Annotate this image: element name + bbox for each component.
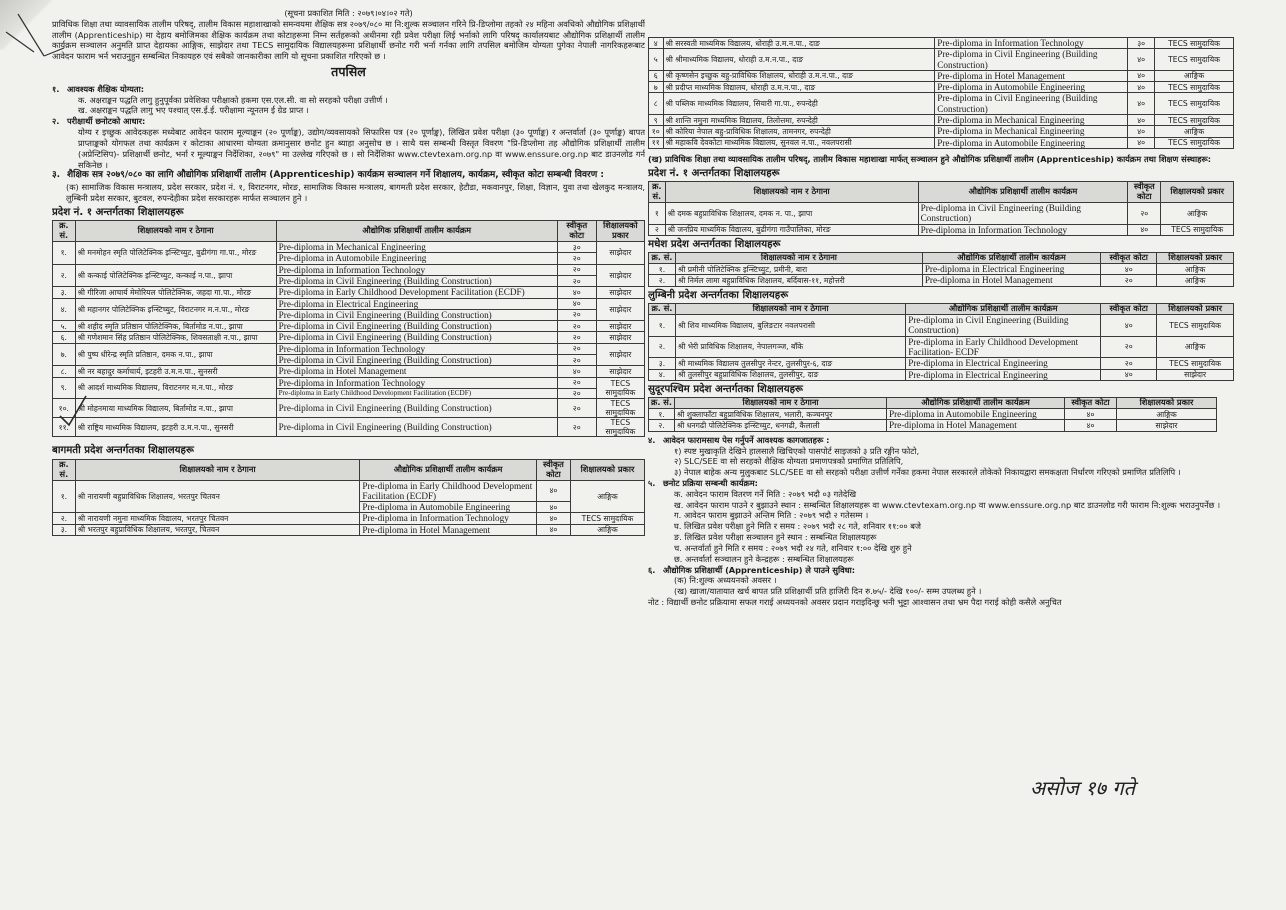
row-school: श्री कृष्णसेन इच्छुक बहु-प्राविधिक शिक्षालय, धोराही उ.म.न.पा., दाङ	[663, 70, 935, 81]
list-item: छ. अन्तर्वार्ता सञ्चालन हुने केन्द्रहरू : सम्बन्धित शिक्षालयहरू	[674, 553, 854, 564]
row-quota: ३०	[1128, 38, 1155, 49]
row-sn: १	[649, 202, 666, 224]
row-program: Pre-diploma in Civil Engineering (Building Construction)	[276, 399, 557, 418]
row-quota: ४०	[536, 480, 570, 502]
table-row	[649, 358, 1234, 369]
row-program: Pre-diploma in Electrical Engineering	[906, 358, 1101, 369]
list-item: (क) नि:शुल्क अध्ययनको अवसर ।	[674, 575, 777, 586]
row-program: Pre-diploma in Civil Engineering (Building Construction)	[276, 355, 557, 366]
pradesh-1-partner-table	[52, 220, 645, 437]
row-school: श्री प्रदीप्त माध्यमिक विद्यालय, धोराही उ.म.न.पा., दाङ	[663, 82, 935, 93]
list-item: ङ. लिखित प्रवेश परीक्षा सञ्चालन हुने स्थान : सम्बन्धित शिक्षालयहरू	[674, 532, 877, 543]
row-school: श्री कन्काई पोलिटेक्निक इन्स्टिच्युट, कन्काई न.पा., झापा	[75, 264, 276, 287]
row-sn: ७.	[53, 343, 76, 366]
col-sn: क्र. सं.	[53, 221, 76, 242]
table-row	[649, 224, 1234, 235]
row-program: Pre-diploma in Early Childhood Development Facilitation (ECDF)	[276, 388, 557, 398]
row-quota: ४०	[1128, 224, 1161, 235]
col-type: शिक्षालयको प्रकार	[1157, 304, 1234, 315]
section-5-list	[648, 489, 1234, 565]
sudurpashchim-heading: सुदूरपश्चिम प्रदेश अन्तर्गतका शिक्षालयहरू	[648, 383, 803, 395]
lumbini-heading: लुम्बिनी प्रदेश अन्तर्गतका शिक्षालयहरू	[648, 289, 789, 301]
row-program: Pre-diploma in Hotel Management	[276, 366, 557, 377]
row-type: साझेदार	[1157, 369, 1234, 380]
row-program: Pre-diploma in Civil Engineering (Building Construction)	[276, 332, 557, 343]
table-row	[649, 82, 1234, 93]
row-sn: ३.	[53, 524, 76, 535]
row-type: TECS सामुदायिक	[1155, 137, 1234, 148]
row-program: Pre-diploma in Hotel Management	[887, 420, 1065, 431]
row-quota: ४०	[1128, 126, 1155, 137]
table-row	[649, 369, 1234, 380]
row-sn: १०.	[53, 399, 76, 418]
row-program: Pre-diploma in Electrical Engineering	[922, 264, 1100, 275]
row-quota: २०	[557, 418, 596, 437]
table-row	[53, 366, 645, 377]
col-program: औद्योगिक प्रशिक्षार्थी तालीम कार्यक्रम	[360, 459, 536, 480]
section-4-number: ४.	[648, 434, 656, 445]
row-school: श्री शान्ति नमुना माध्यमिक विद्यालय, तिलोत्तमा, रुपन्देही	[663, 115, 935, 126]
section-2-body: योग्य र इच्छुक आवेदकहरू मध्येबाट आवेदन फाराम मूल्याङ्कन (२० पूर्णाङ्क), उद्योग/व्यवसायको सिफारिस पत्र (२० पूर्णाङ्क), लिखित प्रवेश परीक्षा (३० पूर्णाङ्क) र अन्तर्वार्ता (३० पूर्णाङ्क) बापत प्राप्ताङ्कको योगफल तथा कार्यक्रम र कोटाका आधारमा योग्यता क्रमानुसार छनोट हुन ब्याहा अनुसोच छ । साथै यस सम्बन्धी विस्तृत विवरण "प्रि-डिप्लोमा तह औद्योगिक प्रशिक्षार्थी तालीम (अप्रेन्टिसिप)- प्रशिक्षार्थी छनोट, भर्ना र मूल्याङ्कन निर्देशिका, २०७९" मा उल्लेख गरिएको छ । सो निर्देशिका www.ctevtexam.org.np वा www.enssure.org.np बाट डाउनलोड गर्न सकिनेछ ।	[78, 127, 645, 170]
row-sn: २	[649, 224, 666, 235]
row-sn: १०	[649, 126, 664, 137]
row-sn: ११	[649, 137, 664, 148]
row-quota: २०	[557, 275, 596, 286]
row-program: Pre-diploma in Early Childhood Development Facilitation (ECDF)	[276, 287, 557, 298]
note-text: नोट : विद्यार्थी छनोट प्रक्रियामा सफल गराई अध्ययनको अवसर प्रदान गराइदिन्छु भनी भुट्टा आश्वासन तथा भ्रम पैदा गराई कोही कसैले अनुचित	[648, 597, 1062, 608]
row-program: Pre-diploma in Information Technology	[276, 264, 557, 275]
col-school: शिक्षालयको नाम र ठेगाना	[665, 182, 918, 203]
row-quota: ४०	[1128, 137, 1155, 148]
col-school: शिक्षालयको नाम र ठेगाना	[75, 221, 276, 242]
madhesh-rows	[649, 264, 1234, 287]
right-column	[648, 0, 1234, 910]
row-program: Pre-diploma in Early Childhood Development Facilitation- ECDF	[906, 336, 1101, 358]
row-type: साझेदार	[596, 321, 644, 332]
row-program: Pre-diploma in Civil Engineering (Building Construction)	[935, 93, 1128, 115]
row-quota: ४०	[536, 513, 570, 524]
table-row	[53, 343, 645, 354]
row-school: श्री भेरी प्राविधिक शिक्षालय, नेपालगञ्ज, बाँके	[675, 336, 905, 358]
row-type: साझेदार	[596, 298, 644, 321]
col-school: शिक्षालयको नाम र ठेगाना	[675, 304, 905, 315]
row-program: Pre-diploma in Civil Engineering (Building Construction)	[918, 202, 1128, 224]
list-item: (ख) खाजा/यातायात खर्च बापत प्रति प्रशिक्षार्थी प्रति हाजिरी दिन रु.७५/- देखि १००/- सम्म उपलब्ध हुने ।	[674, 586, 982, 597]
row-program: Pre-diploma in Information Technology	[276, 377, 557, 388]
row-type: आङ्गिक	[1157, 275, 1234, 286]
table-row	[53, 321, 645, 332]
row-sn: ५.	[53, 321, 76, 332]
row-quota: २०	[557, 355, 596, 366]
row-type: TECS सामुदायिक	[596, 377, 644, 398]
row-school: श्री सरस्वती माध्यमिक विद्यालय, धोराही उ.म.न.पा., दाङ	[663, 38, 935, 49]
row-school: श्री शहीद स्मृति प्रतिष्ठान पोलिटेक्निक, बिर्तामोड न.पा., झापा	[75, 321, 276, 332]
section-1-item-a: क. अक्षराङ्कन पद्धति लागु हुनुपूर्वका प्रवेशिका परीक्षाको हकमा एस.एल.सी. वा सो सरहको परीक्षा उत्तीर्ण ।	[78, 94, 388, 105]
row-type: आङ्गिक	[1157, 264, 1234, 275]
row-school: श्री गणेशमान सिंह प्रतिष्ठान पोलिटेक्निक, शिवसताक्षी न.पा., झापा	[75, 332, 276, 343]
row-program: Pre-diploma in Mechanical Engineering	[935, 126, 1128, 137]
row-type: TECS सामुदायिक	[596, 399, 644, 418]
col-type: शिक्षालयको प्रकार	[570, 459, 644, 480]
notice-date: (सूचना प्रकाशित मिति : २०७९।०४।०२ गते)	[284, 8, 413, 18]
table-row	[649, 336, 1234, 358]
row-quota: ४०	[1065, 409, 1117, 420]
bagmati-table	[52, 459, 645, 536]
row-quota: ४०	[1128, 49, 1155, 71]
row-program: Pre-diploma in Early Childhood Development Facilitation (ECDF)	[360, 480, 536, 502]
section-5-number: ५.	[648, 478, 656, 488]
row-quota: ३०	[557, 242, 596, 253]
row-school: श्री प्रमीनी पोलिटेक्निक इन्स्टिच्युट, प्रमीनी, बारा	[675, 264, 922, 275]
row-school: श्री पुष्प धीरेन्द्र स्मृति प्रतिष्ठान, दमक न.पा., झापा	[75, 343, 276, 366]
table-row	[53, 524, 645, 535]
madhesh-heading: मधेश प्रदेश अन्तर्गतका शिक्षालयहरू	[648, 238, 781, 250]
row-program: Pre-diploma in Mechanical Engineering	[276, 242, 557, 253]
lumbini-continued-table	[648, 37, 1234, 149]
sudurpashchim-rows	[649, 409, 1217, 432]
table-row	[53, 287, 645, 298]
row-school: श्री श्रीमाध्यमिक विद्यालय, धोराही उ.म.न.पा., दाङ	[663, 49, 935, 71]
row-program: Pre-diploma in Information Technology	[360, 513, 536, 524]
row-school: श्री माध्यमिक विद्यालय तुलसीपुर नेन्टर, तुलसीपुर-६, दाङ	[675, 358, 905, 369]
row-school: श्री आदर्श माध्यमिक विद्यालय, विराटनगर म.न.पा., मोरङ	[75, 377, 276, 398]
row-type: TECS सामुदायिक	[1155, 115, 1234, 126]
row-school: श्री धनगढी पोलिटेक्निक इन्स्टिच्युट, धनगढी, कैलाली	[675, 420, 887, 431]
section-6-number: ६.	[648, 564, 656, 575]
row-type: आङ्गिक	[570, 524, 644, 535]
row-quota: ४०	[536, 502, 570, 513]
row-sn: ९.	[53, 377, 76, 398]
table-row	[649, 264, 1234, 275]
row-school: श्री महाकवि देवकोटा माध्यमिक विद्यालय, सुनवल न.पा., नवलपरासी	[663, 137, 935, 148]
col-type: शिक्षालयको प्रकार	[1161, 182, 1234, 203]
row-school: श्री कोरिया नेपाल बहु-प्राविधिक शिक्षालय, तामनगर, रुपन्देही	[663, 126, 935, 137]
section-1-title: आवश्यक शैक्षिक योग्यता:	[67, 83, 144, 94]
row-sn: ३.	[53, 287, 76, 298]
section-3-number: ३.	[52, 170, 61, 181]
madhesh-table	[648, 252, 1234, 286]
row-quota: २०	[557, 253, 596, 264]
section-3-ka: (क) सामाजिक विकास मन्त्रालय, प्रदेश सरकार, प्रदेश नं. १, विराटनगर, मोरङ, सामाजिक विकास मन्त्रालय, बागमती प्रदेश सरकार, हेटौडा, मकवानपुर, शिक्षा, विज्ञान, युवा तथा खेलकुद मन्त्रालय, लुम्बिनी प्रदेश सरकार, बुटवल, रुपन्देहीका प्रदेश सरकारहरू मार्फत सञ्चालन हुने ।	[66, 182, 645, 204]
row-program: Pre-diploma in Mechanical Engineering	[935, 115, 1128, 126]
row-type: साझेदार	[1117, 420, 1217, 431]
row-sn: ८	[649, 93, 664, 115]
pradesh-1-heading: प्रदेश नं. १ अन्तर्गतका शिक्षालयहरू	[52, 206, 184, 218]
table-row	[649, 409, 1217, 420]
col-program: औद्योगिक प्रशिक्षार्थी तालीम कार्यक्रम	[906, 304, 1101, 315]
list-item: क. आवेदन फाराम वितरण गर्ने मिति : २०७९ भदौ ०३ गतेदेखि	[674, 488, 857, 499]
ctevt-pradesh-1-heading: प्रदेश नं. १ अन्तर्गतका शिक्षालयहरू	[648, 167, 780, 179]
list-item: २) SLC/SEE वा सो सरहको शैक्षिक योग्यता प्रमाणपत्रको प्रमाणित प्रतिलिपि,	[674, 456, 904, 467]
row-sn: ११.	[53, 418, 76, 437]
row-school: श्री नारायणी नमुना माध्यमिक विद्यालय, भरतपुर चितवन	[75, 513, 360, 524]
row-type: TECS सामुदायिक	[1155, 49, 1234, 71]
row-sn: ४.	[649, 369, 676, 380]
col-program: औद्योगिक प्रशिक्षार्थी तालीम कार्यक्रम	[887, 398, 1065, 409]
row-quota: ४०	[557, 366, 596, 377]
row-sn: ७	[649, 82, 664, 93]
col-quota: स्वीकृत कोटा	[1065, 398, 1117, 409]
row-quota: ४०	[536, 524, 570, 535]
table-row	[53, 298, 645, 309]
left-column	[52, 0, 645, 910]
lumbini-rows	[649, 315, 1234, 381]
table-row	[53, 332, 645, 343]
col-quota: स्वीकृत कोटा	[1128, 182, 1161, 203]
row-program: Pre-diploma in Automobile Engineering	[887, 409, 1065, 420]
row-program: Pre-diploma in Civil Engineering (Building Construction)	[276, 321, 557, 332]
row-type: TECS सामुदायिक	[596, 418, 644, 437]
row-program: Pre-diploma in Automobile Engineering	[935, 137, 1128, 148]
row-school: श्री गीरिजा आचार्य मेमोरियल पोलिटेक्निक, जहदा गा.पा., मोरङ	[75, 287, 276, 298]
row-school: श्री महानगर पोलिटेक्निक इन्स्टिच्युट, विराटनगर म.न.पा., मोरङ	[75, 298, 276, 321]
section-2-title: परीक्षार्थी छनोटको आधार:	[67, 116, 146, 127]
row-sn: २.	[649, 336, 676, 358]
col-program: औद्योगिक प्रशिक्षार्थी तालीम कार्यक्रम	[276, 221, 557, 242]
row-quota: ४०	[1128, 115, 1155, 126]
table-row	[649, 202, 1234, 224]
row-school: श्री जनप्रिय माध्यमिक विद्यालय, बुढीगंगा गाउँपालिका, मोरङ	[665, 224, 918, 235]
row-sn: ६	[649, 70, 664, 81]
section-1-number: १.	[52, 83, 60, 94]
row-sn: २.	[53, 264, 76, 287]
row-program: Pre-diploma in Hotel Management	[360, 524, 536, 535]
row-type: TECS सामुदायिक	[1155, 82, 1234, 93]
row-program: Pre-diploma in Automobile Engineering	[360, 502, 536, 513]
table-row	[649, 70, 1234, 81]
row-quota: २०	[557, 309, 596, 320]
row-type: साझेदार	[596, 366, 644, 377]
row-quota: २०	[557, 343, 596, 354]
row-sn: २.	[649, 275, 676, 286]
row-program: Pre-diploma in Information Technology	[918, 224, 1128, 235]
row-type: साझेदार	[596, 242, 644, 265]
row-sn: ४	[649, 38, 664, 49]
table-row	[649, 420, 1217, 431]
row-program: Pre-diploma in Civil Engineering (Building Construction)	[935, 49, 1128, 71]
row-school: श्री दमक बहुप्राविधिक शिक्षालय, दमक न. पा., झापा	[665, 202, 918, 224]
row-quota: ४०	[557, 287, 596, 298]
row-sn: ५	[649, 49, 664, 71]
row-school: श्री शिव माध्यमिक विद्यालय, बुलिङटार नवलपरासी	[675, 315, 905, 337]
section-4-list	[648, 446, 1234, 478]
row-program: Pre-diploma in Electrical Engineering	[906, 369, 1101, 380]
col-type: शिक्षालयको प्रकार	[1157, 253, 1234, 264]
section-5-title: छनोट प्रक्रिया सम्बन्धी कार्यक्रम:	[663, 478, 758, 488]
row-school: श्री शुक्लाफाँटा बहुप्राविधिक शिक्षालय, भलारी, कञ्चनपुर	[675, 409, 887, 420]
row-sn: ९	[649, 115, 664, 126]
sudurpashchim-table	[648, 397, 1217, 431]
row-type: TECS सामुदायिक	[570, 513, 644, 524]
row-quota: २०	[1101, 358, 1157, 369]
bagmati-rows	[53, 480, 645, 535]
row-sn: ३.	[649, 358, 676, 369]
row-quota: ४०	[1065, 420, 1117, 431]
row-program: Pre-diploma in Information Technology	[935, 38, 1128, 49]
col-school: शिक्षालयको नाम र ठेगाना	[675, 253, 922, 264]
row-type: TECS सामुदायिक	[1155, 93, 1234, 115]
row-type: साझेदार	[596, 343, 644, 366]
section-3-title: शैक्षिक सत्र २०७९/०८० का लागि औद्योगिक प्रशिक्षार्थी तालीम (Apprenticeship) कार्यक्रम सञ्चालन गर्ने शिक्षालय, कार्यक्रम, स्वीकृत कोटा सम्बन्धी विवरण :	[67, 170, 604, 181]
row-quota: २०	[557, 399, 596, 418]
table-row	[649, 115, 1234, 126]
intro-paragraph: प्राविधिक शिक्षा तथा व्यावसायिक तालीम परिषद्, तालीम विकास महाशाखाको समन्वयमा शैक्षिक सत्र २०७९/०८० मा नि:शुल्क सञ्चालन गरिने प्रि-डिप्लोमा तहको २४ महिना अवधिको औद्योगिक प्रशिक्षार्थी तालीम (Apprenticeship) मा देहाय बमोजिमका शैक्षिक कार्यक्रम तथा कोटाहरूमा निम्न सर्तहरूको अधीनमा रही प्रवेश परीक्षा लिई भर्नाको लागि परिषद् कार्यालयबाट औद्योगिक प्रशिक्षार्थी तालीम कार्यक्रम सञ्चालन अनुमति प्राप्त देहायका आङ्गिक, साझेदार तथा TECS सामुदायिक विद्यालयहरूमा प्रशिक्षार्थी छनोट गरी भर्ना गर्नका लागि तपसिल बमोजिम योग्यता पुगेका नेपाली नागरिकहरूबाट आवेदन फाराम भर्न भराउनुहुन सम्बन्धित निकायहरु एवं सबैको जानकारीका लागि यो सूचना प्रकाशित गरिएको छ ।	[52, 18, 645, 62]
col-sn: क्र. सं.	[649, 398, 675, 409]
row-sn: २.	[649, 420, 675, 431]
row-quota: ४०	[1128, 93, 1155, 115]
row-quota: २०	[557, 332, 596, 343]
row-quota: २०	[1101, 275, 1157, 286]
col-school: शिक्षालयको नाम र ठेगाना	[675, 398, 887, 409]
row-quota: २०	[1101, 336, 1157, 358]
table-row	[649, 137, 1234, 148]
section-4-title: आवेदन फारामसाथ पेस गर्नुपर्ने आवश्यक कागजातहरू :	[663, 434, 830, 445]
col-quota: स्वीकृत कोटा	[557, 221, 596, 242]
section-6-title: औद्योगिक प्रशिक्षार्थी (Apprenticeship) ले पाउने सुविधा:	[663, 564, 856, 575]
row-sn: २.	[53, 513, 76, 524]
row-quota: २०	[557, 377, 596, 388]
col-type: शिक्षालयको प्रकार	[596, 221, 644, 242]
col-school: शिक्षालयको नाम र ठेगाना	[75, 459, 360, 480]
row-type: साझेदार	[596, 287, 644, 298]
row-school: श्री पब्लिक माध्यमिक विद्यालय, सियारी गा.पा., रुपन्देही	[663, 93, 935, 115]
row-school: श्री तुलसीपुर बहुप्राविधिक शिक्षालय, तुलसीपुर, दाङ	[675, 369, 905, 380]
list-item: ग. आवेदन फाराम बुझाउने अन्तिम मिति : २०७९ भदौ २ गतेसम्म ।	[674, 510, 869, 521]
row-type: आङ्गिक	[1155, 70, 1234, 81]
table-row	[649, 38, 1234, 49]
section-3-kha: (ख) प्राविधिक शिक्षा तथा व्यावसायिक तालीम परिषद्, तालीम विकास महाशाखा मार्फत् सञ्चालन हुने औद्योगिक प्रशिक्षार्थी तालीम (Apprenticeship) कार्यक्रम तथा शिक्षण संस्थाहरू:	[648, 153, 1212, 164]
section-1-item-b: ख. अक्षराङ्कन पद्धति लागु भए पश्चात् एस.ई.ई. परीक्षामा न्यूनतम ई ग्रेड प्राप्त ।	[78, 105, 309, 116]
row-program: Pre-diploma in Hotel Management	[922, 275, 1100, 286]
row-type: साझेदार	[596, 332, 644, 343]
row-sn: १.	[53, 480, 76, 513]
row-quota: ४०	[1128, 82, 1155, 93]
row-program: Pre-diploma in Civil Engineering (Building Construction)	[276, 309, 557, 320]
row-type: TECS सामुदायिक	[1157, 358, 1234, 369]
section-2-number: २.	[52, 116, 60, 127]
ctevt-pradesh-1-rows	[649, 202, 1234, 235]
row-type: TECS सामुदायिक	[1155, 38, 1234, 49]
table-row	[649, 49, 1234, 71]
row-program: Pre-diploma in Automobile Engineering	[935, 82, 1128, 93]
table-row	[53, 377, 645, 388]
list-item: च. अन्तर्वार्ता हुने मिति र समय : २०७९ भदौ २४ गते, शनिवार १:०० देखि शुरु हुने	[674, 542, 912, 553]
col-sn: क्र. सं.	[53, 459, 76, 480]
list-item: ३) नेपाल बाहेक अन्य मुलुकबाट SLC/SEE वा सो सरहको परीक्षा उत्तीर्ण गर्नेका हकमा नेपाल सरकारले तोकेको निकायद्वारा समकक्षता निर्धारण गरिएको प्रमाणित प्रतिलिपि ।	[674, 467, 1181, 478]
list-item: ख. आवेदन फाराम पाउने र बुझाउने स्थान : सम्बन्धित शिक्षालयहरू वा www.ctevtexam.org.np वा www.enssure.org.np बाट डाउनलोड गरी फाराम नि:शुल्क भराउनुपर्नेछ ।	[674, 499, 1221, 510]
col-program: औद्योगिक प्रशिक्षार्थी तालीम कार्यक्रम	[918, 182, 1128, 203]
table-row	[649, 93, 1234, 115]
handwritten-date-text: असोज १७ गते	[1030, 776, 1135, 800]
row-school: श्री भरतपुर बहुप्राविधिक शिक्षालय, भरतपुर, चितवन	[75, 524, 360, 535]
table-row	[649, 315, 1234, 337]
table-row	[53, 264, 645, 275]
row-sn: १.	[649, 409, 675, 420]
row-quota: २०	[1128, 202, 1161, 224]
tapsil-heading: तपसिल	[331, 64, 366, 80]
row-type: TECS सामुदायिक	[1157, 315, 1234, 337]
table-row	[53, 399, 645, 418]
row-type: आङ्गिक	[570, 480, 644, 513]
handwritten-check-mark-icon	[58, 394, 88, 428]
col-quota: स्वीकृत कोटा	[1101, 253, 1157, 264]
table-row	[53, 242, 645, 253]
table-row	[53, 418, 645, 437]
list-item: १) स्पष्ट मुखाकृति देखिने हालसालै खिचिएको पासपोर्ट साइजको ३ प्रति रङ्गीन फोटो,	[674, 445, 920, 456]
row-school: श्री राष्ट्रिय माध्यमिक विद्यालय, इटहरी उ.म.न.पा., सुनसरी	[75, 418, 276, 437]
row-quota: २०	[557, 264, 596, 275]
lumbini-continued-rows	[649, 38, 1234, 149]
row-quota: ४०	[1128, 70, 1155, 81]
list-item: घ. लिखित प्रवेश परीक्षा हुने मिति र समय : २०७९ भदौ २८ गते, शनिवार ११:०० बजे	[674, 521, 921, 532]
row-program: Pre-diploma in Automobile Engineering	[276, 253, 557, 264]
row-program: Pre-diploma in Information Technology	[276, 343, 557, 354]
row-type: TECS सामुदायिक	[1161, 224, 1234, 235]
row-sn: ६.	[53, 332, 76, 343]
section-6-list	[648, 575, 1234, 597]
row-program: Pre-diploma in Civil Engineering (Building Construction)	[906, 315, 1101, 337]
table-row	[53, 480, 645, 502]
col-quota: स्वीकृत कोटा	[536, 459, 570, 480]
row-type: आङ्गिक	[1161, 202, 1234, 224]
row-quota: ४०	[1101, 315, 1157, 337]
table-row	[53, 513, 645, 524]
lumbini-table	[648, 303, 1234, 381]
row-sn: ८.	[53, 366, 76, 377]
row-sn: ४.	[53, 298, 76, 321]
row-quota: ४०	[1101, 369, 1157, 380]
col-program: औद्योगिक प्रशिक्षार्थी तालीम कार्यक्रम	[922, 253, 1100, 264]
row-type: आङ्गिक	[1117, 409, 1217, 420]
row-school: श्री नर बहादुर कर्माचार्य, इटहरी उ.म.न.पा., सुनसरी	[75, 366, 276, 377]
row-school: श्री मनमोहन स्मृति पोलिटेक्निक इन्स्टिच्युट, बुढीगंगा गा.पा., मोरङ	[75, 242, 276, 265]
table-row	[649, 275, 1234, 286]
row-school: श्री मोहनमाया माध्यमिक विद्यालय, बिर्तामोड न.पा., झापा	[75, 399, 276, 418]
ctevt-pradesh-1-table	[648, 181, 1234, 236]
row-quota: ४०	[557, 298, 596, 309]
table-row	[649, 126, 1234, 137]
row-program: Pre-diploma in Civil Engineering (Building Construction)	[276, 275, 557, 286]
pradesh-1-partner-rows	[53, 242, 645, 437]
row-sn: १.	[53, 242, 76, 265]
row-type: साझेदार	[596, 264, 644, 287]
row-quota: ४०	[1101, 264, 1157, 275]
col-sn: क्र. सं.	[649, 253, 676, 264]
handwritten-date-annotation	[1028, 769, 1146, 805]
row-sn: १.	[649, 315, 676, 337]
row-sn: १.	[649, 264, 676, 275]
row-program: Pre-diploma in Electrical Engineering	[276, 298, 557, 309]
row-type: आङ्गिक	[1155, 126, 1234, 137]
row-program: Pre-diploma in Hotel Management	[935, 70, 1128, 81]
row-program: Pre-diploma in Civil Engineering (Building Construction)	[276, 418, 557, 437]
bagmati-heading: बागमती प्रदेश अन्तर्गतका शिक्षालयहरू	[52, 445, 194, 457]
col-sn: क्र. सं.	[649, 304, 676, 315]
col-type: शिक्षालयको प्रकार	[1117, 398, 1217, 409]
col-quota: स्वीकृत कोटा	[1101, 304, 1157, 315]
row-quota: २०	[557, 388, 596, 398]
row-type: आङ्गिक	[1157, 336, 1234, 358]
row-school: श्री निर्मल लामा बहुप्राविधिक शिक्षालय, बर्दिबास-११, महोत्तरी	[675, 275, 922, 286]
col-sn: क्र. सं.	[649, 182, 666, 203]
row-quota: २०	[557, 321, 596, 332]
row-school: श्री नारायणी बहुप्राविधिक शिक्षालय, भरतपुर चितवन	[75, 480, 360, 513]
